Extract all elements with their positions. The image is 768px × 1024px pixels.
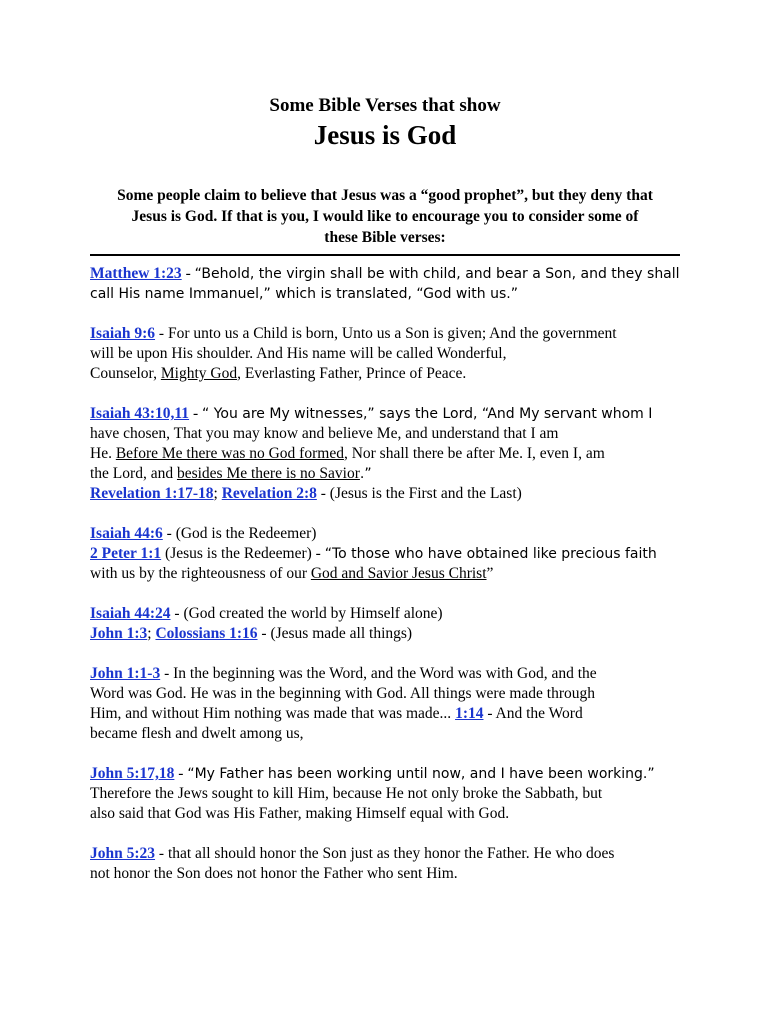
verse-text: not honor the Son does not honor the Father who sent Him. (90, 865, 458, 882)
verse-text: - For unto us a Child is born, Unto us a Son is given; And the government (155, 325, 617, 342)
verse-text: also said that God was His Father, making Himself equal with God. (90, 805, 510, 822)
verse-quote: “To those who have obtained like precious faith (324, 546, 657, 562)
verse-text: will be upon His shoulder. And His name will be called Wonderful, (90, 345, 507, 362)
verse-link-john-1-1-3[interactable]: John 1:1-3 (90, 665, 161, 682)
verse-link-isaiah-9-6[interactable]: Isaiah 9:6 (90, 325, 156, 342)
verse-link-colossians-1-16[interactable]: Colossians 1:16 (155, 625, 258, 642)
verse-link-isaiah-43-10-11[interactable]: Isaiah 43:10,11 (90, 405, 190, 422)
document-subtitle: Some Bible Verses that show (269, 95, 501, 116)
verse-quote: “My Father has been working until now, and I have been working.” (187, 766, 655, 782)
verse-quote: “Behold, the virgin shall be with child, and bear a Son, and they shall (194, 266, 680, 282)
verse-link-john-1-3[interactable]: John 1:3 (90, 625, 148, 642)
verse-link-revelation-1-17-18[interactable]: Revelation 1:17-18 (90, 485, 214, 502)
intro-paragraph (90, 185, 680, 248)
emphasis-text: Mighty God (160, 365, 238, 382)
horizontal-rule (90, 254, 680, 256)
verse-text: Word was God. He was in the beginning with God. All things were made through (90, 685, 596, 702)
verse-block-john-1-1-3: John 1:1-3 - In the beginning was the Word, and the Word was with God, and the Word was God. He was in the beginning with God. All things were made through Him, and without Him nothing was made that was made... 1:14 - And the Word became flesh and dwelt among us, (90, 664, 680, 744)
verse-text: became flesh and dwelt among us, (90, 725, 304, 742)
emphasis-text: besides Me there is no Savior (176, 465, 360, 482)
verse-block-isaiah-44-24: Isaiah 44:24 - (God created the world by Himself alone) John 1:3; Colossians 1:16 - (Jesus made all things) (90, 605, 443, 642)
document-page (90, 94, 680, 904)
verse-link-john-5-23[interactable]: John 5:23 (90, 845, 156, 862)
verse-block-isaiah-43: Isaiah 43:10,11 - “ You are My witnesses,” says the Lord, “And My servant whom I have chosen, That you may know and believe Me, and understand that I am He. Before Me there was no God formed, Nor shall there be after Me. I, even I, am the Lord, and besides Me there is no Savior.” Revelation 1:17-18; Revelation 2:8 - (Jesus is the First and the Last) (90, 404, 680, 504)
verse-text: Therefore the Jews sought to kill Him, because He not only broke the Sabbath, but (90, 785, 603, 802)
verse-block-isaiah-44-6: Isaiah 44:6 - (God is the Redeemer) 2 Peter 1:1 (Jesus is the Redeemer) - “To those who have obtained like precious faith with us by the righteousness of our God and Savior Jesus Christ” (90, 525, 657, 582)
intro-line: these Bible verses: (324, 229, 446, 246)
verse-link-matthew-1-23[interactable]: Matthew 1:23 (90, 265, 182, 282)
verse-block-matthew-1-23: Matthew 1:23 - “Behold, the virgin shall be with child, and bear a Son, and they shall call His name Immanuel,” which is translated, “God with us.” (90, 265, 680, 302)
verse-list (90, 264, 680, 884)
verse-block-john-5-17-18: John 5:17,18 - “My Father has been working until now, and I have been working.” Therefore the Jews sought to kill Him, because He not only broke the Sabbath, but also said that God was His Father, making Himself equal with God. (90, 764, 680, 824)
verse-text: have chosen, That you may know and believe Me, and understand that I am (90, 425, 559, 442)
verse-block-john-5-23: John 5:23 - that all should honor the Son just as they honor the Father. He who does not honor the Son does not honor the Father who sent Him. (90, 844, 680, 884)
intro-line: Some people claim to believe that Jesus was a “good prophet”, but they deny that (117, 187, 653, 204)
verse-link-2-peter-1-1[interactable]: 2 Peter 1:1 (90, 545, 162, 562)
document-title: Jesus is God (313, 120, 457, 150)
verse-link-john-1-14[interactable]: 1:14 (455, 705, 484, 722)
verse-link-revelation-2-8[interactable]: Revelation 2:8 (221, 485, 317, 502)
verse-link-isaiah-44-24[interactable]: Isaiah 44:24 (90, 605, 171, 622)
intro-line: Jesus is God. If that is you, I would like to encourage you to consider some of (131, 208, 639, 225)
verse-link-john-5-17-18[interactable]: John 5:17,18 (90, 765, 175, 782)
emphasis-text: Before Me there was no God formed (115, 445, 344, 462)
verse-link-isaiah-44-6[interactable]: Isaiah 44:6 (90, 525, 163, 542)
verse-block-isaiah-9-6: Isaiah 9:6 - For unto us a Child is born, Unto us a Son is given; And the government will be upon His shoulder. And His name will be called Wonderful, Counselor, Mighty God, Everlasting Father, Prince of Peace. (90, 324, 680, 384)
verse-quote: “ You are My witnesses,” says the Lord, “And My servant whom I (201, 406, 653, 422)
verse-quote: call His name Immanuel,” which is translated, “God with us.” (90, 286, 518, 302)
emphasis-text: God and Savior Jesus Christ (310, 565, 487, 582)
